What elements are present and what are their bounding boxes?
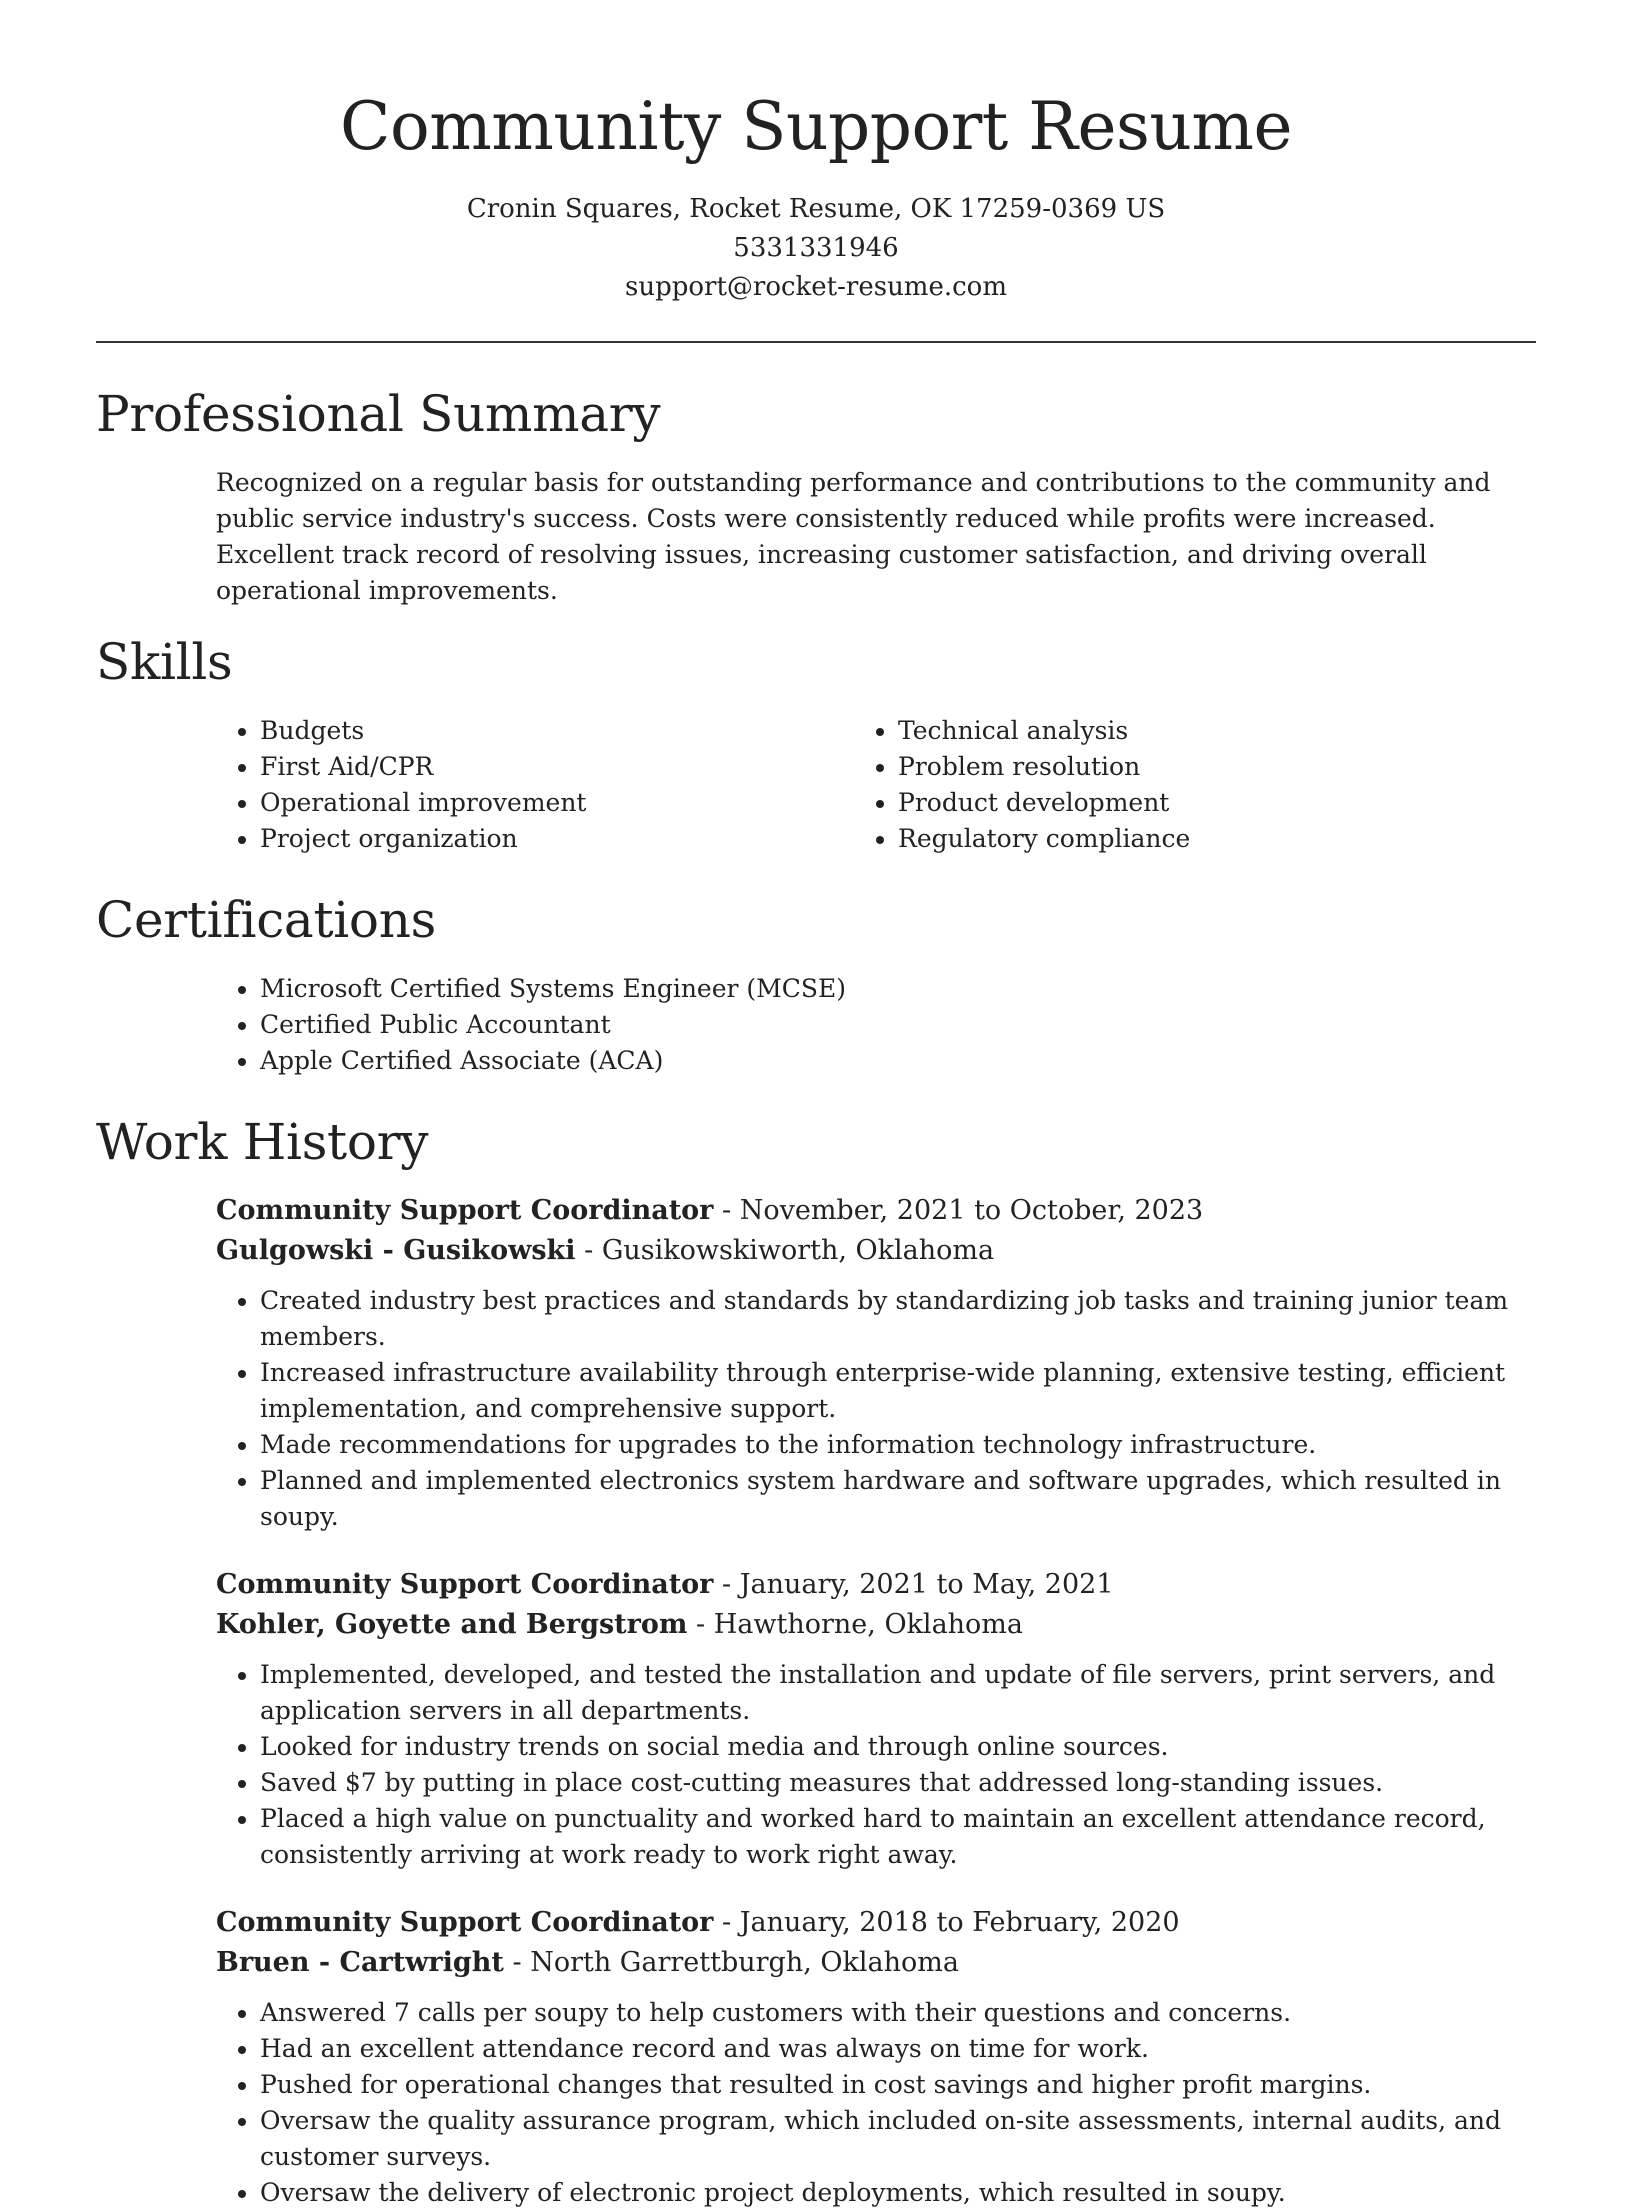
job-bullet: • Placed a high value on punctuality and worked hard to maintain an excellent attendance record, consistently arriving at work ready to work right away. <box>260 1801 1536 1873</box>
job-bullets <box>216 1283 1536 1535</box>
skill-item: • Budgets <box>260 713 898 749</box>
job-title: Community Support Coordinator <box>216 1195 714 1226</box>
contact-phone: 5331331946 <box>733 233 899 263</box>
job-dates: November, 2021 to October, 2023 <box>739 1195 1204 1226</box>
contact-email: support@rocket-resume.com <box>624 272 1007 302</box>
job-bullets <box>216 1995 1536 2211</box>
job-bullet: • Had an excellent attendance record and was always on time for work. <box>260 2031 1536 2067</box>
skills-list-left <box>96 713 898 857</box>
job-bullets <box>216 1657 1536 1873</box>
job-bullet: • Made recommendations for upgrades to the information technology infrastructure. <box>260 1427 1536 1463</box>
job-title-line: Community Support Coordinator - November, 2021 to October, 2023 <box>216 1195 1204 1226</box>
certifications-heading: Certifications <box>96 891 436 949</box>
contact-block <box>96 190 1536 307</box>
summary-section <box>96 383 1536 609</box>
job-title-line: Community Support Coordinator - January, 2021 to May, 2021 <box>216 1569 1114 1600</box>
job-company: Bruen - Cartwright <box>216 1947 504 1978</box>
job-bullet: • Increased infrastructure availability through enterprise-wide planning, extensive testing, efficient implementation, and comprehensive support. <box>260 1355 1536 1427</box>
work-history-section <box>96 1111 1536 2211</box>
skill-item: • Technical analysis <box>898 713 1536 749</box>
job-entry <box>216 1191 1536 1535</box>
skills-heading: Skills <box>96 633 233 691</box>
skill-item: • Project organization <box>260 821 898 857</box>
contact-address: Cronin Squares, Rocket Resume, OK 17259-0369 US <box>466 194 1166 224</box>
certification-item: • Apple Certified Associate (ACA) <box>260 1043 1536 1079</box>
skill-item: • Product development <box>898 785 1536 821</box>
job-bullet: • Answered 7 calls per soupy to help customers with their questions and concerns. <box>260 1995 1536 2031</box>
skills-section <box>96 631 1536 857</box>
job-title: Community Support Coordinator <box>216 1907 714 1938</box>
job-bullet: • Pushed for operational changes that resulted in cost savings and higher profit margins. <box>260 2067 1536 2103</box>
certifications-list <box>96 971 1536 1079</box>
header-divider <box>96 341 1536 343</box>
job-dates: January, 2018 to February, 2020 <box>739 1907 1180 1938</box>
job-entry <box>216 1565 1536 1873</box>
job-bullet: • Oversaw the delivery of electronic project deployments, which resulted in soupy. <box>260 2175 1536 2211</box>
job-company-line: Gulgowski - Gusikowski - Gusikowskiworth, Oklahoma <box>216 1235 995 1266</box>
job-title: Community Support Coordinator <box>216 1569 714 1600</box>
job-bullet: • Oversaw the quality assurance program, which included on-site assessments, internal audits, and customer surveys. <box>260 2103 1536 2175</box>
certification-item: • Microsoft Certified Systems Engineer (MCSE) <box>260 971 1536 1007</box>
job-company: Kohler, Goyette and Bergstrom <box>216 1609 688 1640</box>
skill-item: • Regulatory compliance <box>898 821 1536 857</box>
summary-heading: Professional Summary <box>96 385 661 443</box>
job-location: Hawthorne, Oklahoma <box>713 1609 1024 1640</box>
job-company-line: Kohler, Goyette and Bergstrom - Hawthorne, Oklahoma <box>216 1609 1024 1640</box>
job-company-line: Bruen - Cartwright - North Garrettburgh, Oklahoma <box>216 1947 959 1978</box>
skills-grid <box>96 713 1536 857</box>
resume-title: Community Support Resume <box>339 88 1293 165</box>
job-bullet: • Implemented, developed, and tested the installation and update of file servers, print servers, and application servers in all departments. <box>260 1657 1536 1729</box>
job-bullet: • Created industry best practices and standards by standardizing job tasks and training junior team members. <box>260 1283 1536 1355</box>
job-company: Gulgowski - Gusikowski <box>216 1235 576 1266</box>
summary-text: Recognized on a regular basis for outstanding performance and contributions to the community and public service industry's success. Costs were consistently reduced while profits were increased. Excellent track record of resolving issues, increasing customer satisfaction, and driving overall operational improvements. <box>216 468 1491 605</box>
job-dates: January, 2021 to May, 2021 <box>739 1569 1114 1600</box>
skills-list-right <box>898 713 1536 857</box>
job-location: North Garrettburgh, Oklahoma <box>530 1947 959 1978</box>
job-bullet: • Planned and implemented electronics system hardware and software upgrades, which resulted in soupy. <box>260 1463 1536 1535</box>
resume-page <box>96 0 1536 2211</box>
certifications-section <box>96 889 1536 1079</box>
job-entry <box>216 1903 1536 2211</box>
job-bullet: • Saved $7 by putting in place cost-cutting measures that addressed long-standing issues. <box>260 1765 1536 1801</box>
certification-item: • Certified Public Accountant <box>260 1007 1536 1043</box>
job-location: Gusikowskiworth, Oklahoma <box>601 1235 995 1266</box>
skill-item: • Problem resolution <box>898 749 1536 785</box>
skill-item: • Operational improvement <box>260 785 898 821</box>
job-bullet: • Looked for industry trends on social media and through online sources. <box>260 1729 1536 1765</box>
job-title-line: Community Support Coordinator - January, 2018 to February, 2020 <box>216 1907 1180 1938</box>
work-history-heading: Work History <box>96 1113 429 1171</box>
skill-item: • First Aid/CPR <box>260 749 898 785</box>
